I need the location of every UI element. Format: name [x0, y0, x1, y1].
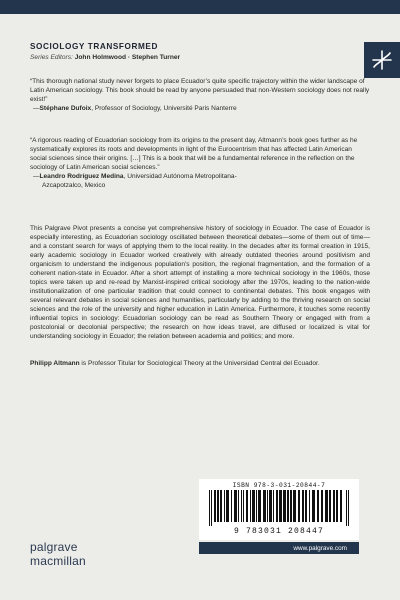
series-title: SOCIOLOGY TRANSFORMED	[30, 42, 158, 51]
barcode-digits: 9 783031 208447	[233, 527, 324, 536]
quote-text: “This thorough national study never forgets to place Ecuador’s quite specific trajectory within the wider landscape of Latin American sociology. This book should be read by anyone persuaded that non-Western sociology does not really exist!”	[30, 78, 370, 104]
quote-author: Stéphane Dufoix	[39, 105, 92, 113]
book-description-text: This Palgrave Pivot presents a concise yet comprehensive history of sociology in Ecuador. The case of Ecuador is especially interesting, as Ecuadorian sociology oscillated between theoretical debates—some of them out of time—and a constant search for ways of applying them to the local reality. In the decades after its formal creation in 1915, early academic sociology in Ecuador worked creatively with already outdated theories around positivism and organicism to understand the indigenous population’s position, the regional fragmentation, and the formation of a coherent nation-state in Ecuador. After a short attempt of installing a more technical sociology in the 1960s, those topics were taken up and re-read by Marxist-inspired critical sociology after the 1970s, leading to the nation-wide institutionalization of one particular tradition that could connect to continental debates. This book engages with several relevant debates in social sciences and humanities, particularly by adding to the thriving research on social sciences and the role of the university and higher education in Latin America. Furthermore, it touches some recently influential topics in sociology: Ecuadorian sociology can be read as Southern Theory or engaged with from a postcolonial or decolonial perspective; the research on how ideas travel, are diffused or localized is vital for understanding sociology in Ecuador; the relation between academia and politics; and more.	[30, 225, 370, 341]
publisher-website: www.palgrave.com	[293, 544, 347, 552]
series-editors	[30, 54, 180, 61]
series-editors-label: Series Editors:	[30, 54, 73, 61]
endorsement-quote-2	[30, 136, 370, 190]
quote-affiliation-line2: Azcapotzalco, Mexico	[42, 182, 106, 190]
book-description	[30, 224, 370, 341]
publisher-logo-line1: palgrave	[30, 540, 78, 554]
quote-attribution: —Leandro Rodríguez Medina, Universidad Autónoma Metropolitana-	[33, 173, 237, 181]
endorsement-quote-1	[30, 77, 370, 113]
barcode-icon	[207, 490, 351, 526]
barcode-box	[199, 479, 359, 540]
springer-pivot-emblem-icon	[364, 42, 400, 78]
quote-author: Leandro Rodríguez Medina	[39, 173, 124, 181]
palgrave-macmillan-logo	[30, 541, 86, 569]
quote-affiliation: , Universidad Autónoma Metropolitana-	[123, 173, 237, 181]
quote-attribution: —Stéphane Dufoix, Professor of Sociology, Université Paris Nanterre	[33, 105, 237, 113]
author-bio-text: is Professor Titular for Sociological Theory at the Universidad Central del Ecuador.	[79, 359, 320, 367]
series-editors-names: John Holmwood · Stephen Turner	[74, 54, 181, 61]
top-color-band	[0, 0, 400, 14]
quote-affiliation: , Professor of Sociology, Université Paris Nanterre	[91, 105, 237, 113]
publisher-logo-line2: macmillan	[30, 553, 86, 568]
isbn-number: ISBN 978-3-031-20844-7	[232, 482, 326, 489]
publisher-website-bar	[199, 542, 359, 554]
quote-text: “A rigorous reading of Ecuadorian sociology from its origins to the present day, Altmann’s book goes further as he systematically explores its roots and developments in light of the Eurocentrism that has affected Latin American social sciences since their origins. […] This is a book that will be a fundamental reference in the reflection on the sociology of Latin American social sciences.”	[30, 137, 358, 172]
author-bio	[30, 352, 370, 374]
author-name: Philipp Altmann	[30, 359, 80, 367]
